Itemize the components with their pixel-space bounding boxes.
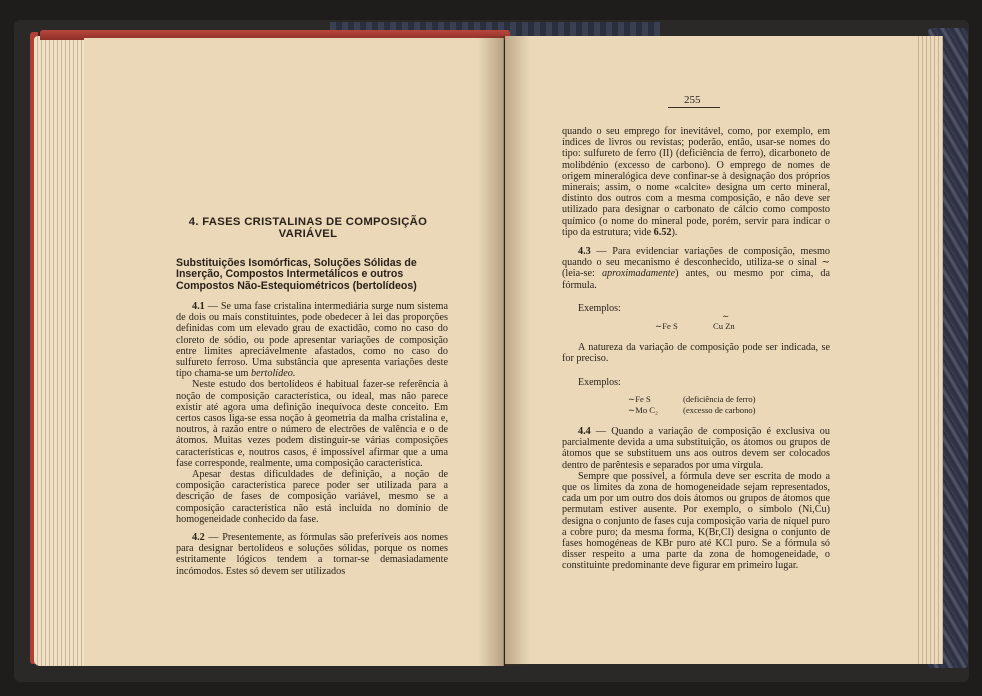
examples-label: Exemplos: <box>578 303 621 314</box>
right-text-mid <box>562 342 830 364</box>
paragraph-4-1 <box>176 301 448 379</box>
page-number-rule <box>668 107 720 108</box>
formula: ∼Fe S <box>628 394 651 404</box>
right-page-edges <box>915 36 943 664</box>
right-text-top <box>562 126 830 291</box>
section-number: 4.1 <box>192 301 205 312</box>
left-page-edges <box>34 36 86 666</box>
paragraph: Sempre que possível, a fórmula deve ser escrita de modo a que os limites da zona de homogeneidade sejam representados, cada um por um outro dos dois átomos ou grupos de átomos que permutam estiver ausente. Por exemplo, o símbolo (Ni,Cu) designa o conjunto de fases cuja composição varia de níquel puro a cobre puro; da mesma forma, K(Br,Cl) designa o conjunto de fases homogéneas de KBr puro até KCl puro. Se a fórmula só disser respeito a uma parte da zona de homogeneidade, o constituinte predominante deve figurar em primeiro lugar. <box>562 470 830 572</box>
paragraph-text: ). <box>671 226 678 238</box>
section-number: 4.3 <box>578 246 591 258</box>
formula: Cu Zn <box>713 321 735 331</box>
paragraph-text: — Se uma fase cristalina intermediária surge num sistema de dois ou mais constituintes, pode obedecer à lei das proporções definidas com um elevado grau de exactidão, como no caso do cloreto de sódio, ou pode apresentar variações de composição entre limites apreciávelmente afastados, como no caso do sulfureto ferroso. Uma substância que apresenta variações deste tipo chama-se um <box>176 301 448 380</box>
page-number: 255 <box>684 94 701 106</box>
formula-note: (excesso de carbono) <box>683 405 756 415</box>
section-number: 4.2 <box>192 532 205 544</box>
paragraph-text: — Para evidenciar variações de composição, mesmo quando o seu mecanismo é desconhecido, utiliza-se o sinal ∼ (leia-se: <box>562 246 830 280</box>
formula: ∼Mo C₂ <box>628 405 659 415</box>
section-number: 4.4 <box>578 426 591 437</box>
paragraph-text: — Presentemente, as fórmulas são preferíveis aos nomes para designar bertolídeos e soluções sólidas, porque os nomes estritamente lógicos tendem a tornar-se demasiadamente incómodos. Estes só devem ser utilizados <box>176 532 448 577</box>
paragraph-text: quando o seu emprego for inevitável, como, por exemplo, em índices de livros ou revistas; poderão, então, usar-se nomes do tipo: sulfureto de ferro (II) (deficiência de ferro), dicarboneto de molibdénio (excesso de carbono). O emprego de nomes de origem mineralógica deve confinar-se à designação dos próprios minerais; assim, o nome «calcite» designa um certo mineral, distinto dos outros com a mesma composição, e não deve ser utilizado para designar o carbonato de cálcio como composto químico (o nome do mineral pode, porém, servir para indicar o tipo da estrutura; vide <box>562 126 830 238</box>
emphasis-text: aproximadamente <box>601 268 676 280</box>
paragraph <box>562 126 830 238</box>
formula: ∼Fe S <box>655 321 678 331</box>
left-text-block <box>176 301 448 577</box>
section-subheading: Substituições Isomórficas, Soluções Sólidas de Inserção, Compostos Intermetálicos e outros Compostos Não-Estequiométricos (bertolídeos) <box>176 257 417 292</box>
paragraph-4-2 <box>176 532 448 577</box>
paragraph: Apesar destas dificuldades de definição, a noção de composição característica parece poder ser utilizada para a descrição de fases de composição variável, mesmo se a composição característica não está incluída no domínio de homogeneidade conhecido da fase. <box>176 469 448 525</box>
paragraph: Neste estudo dos bertolídeos é habitual fazer-se referência à noção de composição característica, ou ideal, mas não parece existir até agora uma definição inequívoca deste conceito. Em certos casos liga-se essa noção à geometria da malha cristalina e, noutros, à razão entre o número de electrões de valência e o de átomos. Muitas vezes podem distinguir-se várias composições características e, noutros casos, é impossível afirmar que a uma fase corresponde, realmente, uma composição característica. <box>176 379 448 469</box>
paragraph-text: ) antes, ou mesmo por cima, da fórmula. <box>562 268 830 291</box>
right-text-bottom <box>562 426 830 572</box>
tilde-mark: ∼ <box>722 311 730 321</box>
book-gutter <box>478 36 530 666</box>
chapter-heading: 4. FASES CRISTALINAS DE COMPOSIÇÃO VARIÁVEL <box>188 216 428 240</box>
paragraph-text: — Quando a variação de composição é exclusiva ou parcialmente devida a uma substituição, os átomos ou grupos de átomos que se substituem uns aos outros devem ser colocados dentro de parêntesis e separados por uma vírgula. <box>562 426 830 471</box>
paragraph: A natureza da variação de composição pode ser indicada, se for preciso. <box>562 342 830 365</box>
emphasis-text: bertolídeo. <box>250 368 296 380</box>
formula-note: (deficiência de ferro) <box>683 394 756 404</box>
paragraph-4-3 <box>562 246 830 291</box>
examples-label: Exemplos: <box>578 377 621 388</box>
cross-reference: 6.52 <box>653 226 672 238</box>
paragraph-4-4 <box>562 426 830 471</box>
